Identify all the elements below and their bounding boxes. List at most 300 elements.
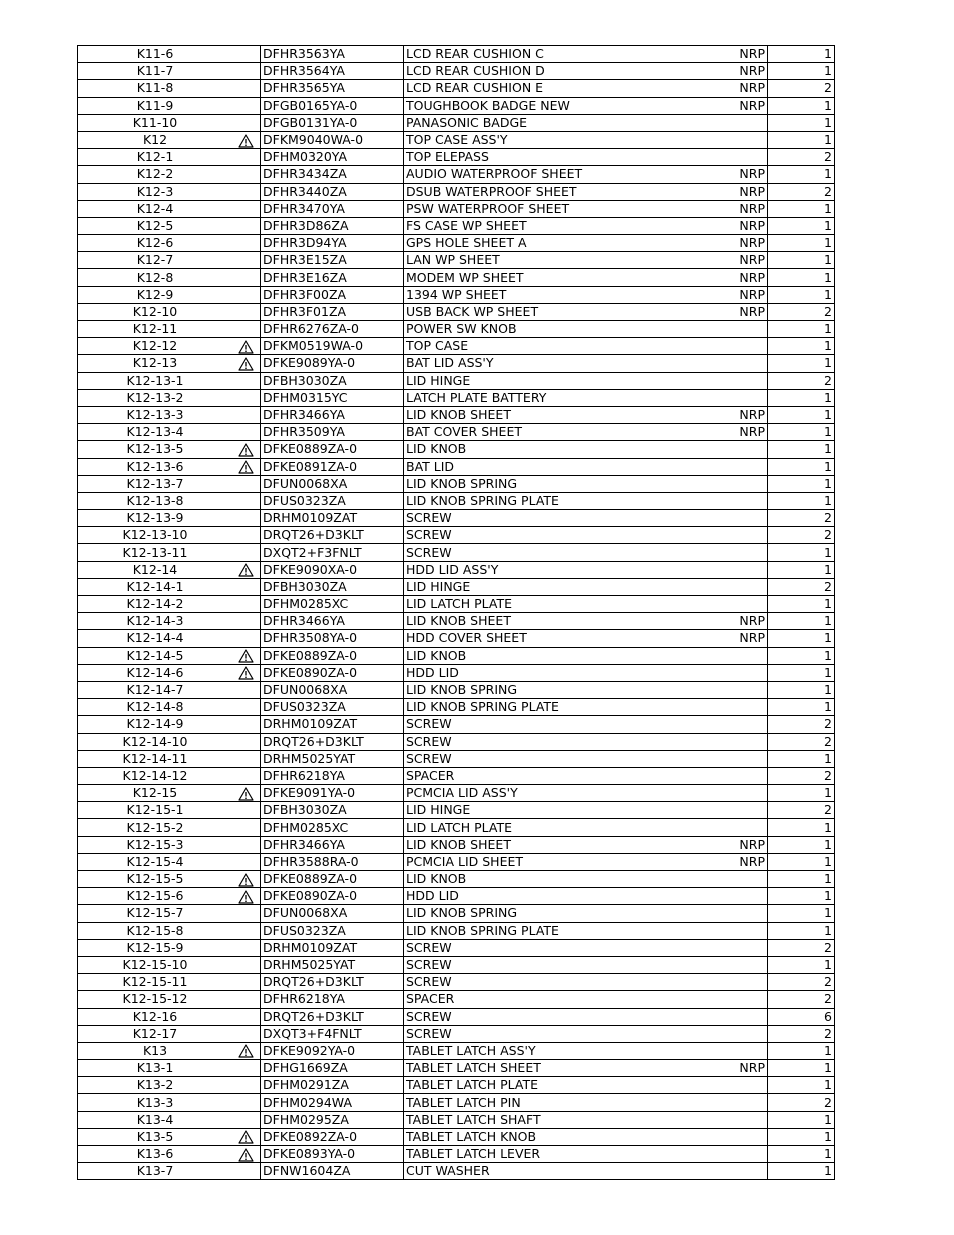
parts-list-table [77, 45, 835, 1180]
table-row [78, 166, 835, 183]
part-number-cell: DFKE9090XA-0 [261, 561, 404, 578]
ref-number-cell: K12-14-10 [78, 733, 233, 750]
ref-number-cell: K11-10 [78, 114, 233, 131]
quantity-cell: 1 [768, 217, 835, 234]
quantity-cell: 2 [768, 716, 835, 733]
part-number-cell: DRHM5025YAT [261, 956, 404, 973]
description-cell: SCREW [404, 939, 733, 956]
description-cell: TOP CASE ASS'Y [404, 131, 733, 148]
nrp-cell [732, 458, 768, 475]
nrp-cell: NRP [732, 97, 768, 114]
ref-number-cell: K12-15-11 [78, 974, 233, 991]
description-cell: PCMCIA LID ASS'Y [404, 785, 733, 802]
description-cell: SCREW [404, 716, 733, 733]
safety-mark-cell [232, 1060, 261, 1077]
nrp-cell: NRP [732, 80, 768, 97]
quantity-cell: 1 [768, 853, 835, 870]
nrp-cell: NRP [732, 303, 768, 320]
quantity-cell: 1 [768, 355, 835, 372]
ref-number-cell: K12-14-7 [78, 681, 233, 698]
nrp-cell [732, 527, 768, 544]
ref-number-cell: K13-3 [78, 1094, 233, 1111]
description-cell: TABLET LATCH SHAFT [404, 1111, 733, 1128]
ref-number-cell: K12-13 [78, 355, 233, 372]
quantity-cell: 1 [768, 664, 835, 681]
table-row [78, 767, 835, 784]
table-row [78, 97, 835, 114]
description-cell: MODEM WP SHEET [404, 269, 733, 286]
table-row [78, 252, 835, 269]
part-number-cell: DFHR6276ZA-0 [261, 321, 404, 338]
ref-number-cell: K12-13-2 [78, 389, 233, 406]
part-number-cell: DFHR3434ZA [261, 166, 404, 183]
safety-mark-cell [232, 767, 261, 784]
table-row [78, 871, 835, 888]
warning-triangle-icon [238, 787, 254, 801]
nrp-cell: NRP [732, 630, 768, 647]
quantity-cell: 1 [768, 1111, 835, 1128]
table-row [78, 149, 835, 166]
description-cell: LID KNOB SPRING PLATE [404, 699, 733, 716]
safety-mark-cell [232, 63, 261, 80]
safety-mark-cell [232, 131, 261, 148]
part-number-cell: DFHM0315YC [261, 389, 404, 406]
nrp-cell [732, 492, 768, 509]
ref-number-cell: K12-13-10 [78, 527, 233, 544]
table-row [78, 1146, 835, 1163]
nrp-cell [732, 991, 768, 1008]
description-cell: SCREW [404, 510, 733, 527]
quantity-cell: 1 [768, 922, 835, 939]
part-number-cell: DXQT3+F4FNLT [261, 1025, 404, 1042]
safety-mark-cell [232, 1042, 261, 1059]
table-row [78, 338, 835, 355]
ref-number-cell: K11-8 [78, 80, 233, 97]
quantity-cell: 1 [768, 97, 835, 114]
part-number-cell: DFHM0285XC [261, 596, 404, 613]
nrp-cell [732, 114, 768, 131]
nrp-cell: NRP [732, 46, 768, 63]
safety-mark-cell [232, 853, 261, 870]
nrp-cell [732, 733, 768, 750]
nrp-cell: NRP [732, 406, 768, 423]
ref-number-cell: K12-14-8 [78, 699, 233, 716]
safety-mark-cell [232, 596, 261, 613]
description-cell: LCD REAR CUSHION E [404, 80, 733, 97]
safety-mark-cell [232, 355, 261, 372]
description-cell: SCREW [404, 1008, 733, 1025]
warning-triangle-icon [238, 443, 254, 457]
quantity-cell: 2 [768, 149, 835, 166]
quantity-cell: 2 [768, 974, 835, 991]
ref-number-cell: K12-15 [78, 785, 233, 802]
description-cell: LCD REAR CUSHION D [404, 63, 733, 80]
ref-number-cell: K13-7 [78, 1163, 233, 1180]
part-number-cell: DRHM5025YAT [261, 750, 404, 767]
table-row [78, 630, 835, 647]
quantity-cell: 1 [768, 956, 835, 973]
ref-number-cell: K12-13-7 [78, 475, 233, 492]
table-row [78, 46, 835, 63]
safety-mark-cell [232, 286, 261, 303]
ref-number-cell: K12 [78, 131, 233, 148]
safety-mark-cell [232, 630, 261, 647]
part-number-cell: DFHR3F01ZA [261, 303, 404, 320]
nrp-cell [732, 785, 768, 802]
quantity-cell: 2 [768, 303, 835, 320]
table-row [78, 80, 835, 97]
description-cell: LID LATCH PLATE [404, 596, 733, 613]
part-number-cell: DFHR3509YA [261, 424, 404, 441]
ref-number-cell: K11-9 [78, 97, 233, 114]
part-number-cell: DFHR3440ZA [261, 183, 404, 200]
ref-number-cell: K12-13-9 [78, 510, 233, 527]
table-row [78, 286, 835, 303]
ref-number-cell: K12-8 [78, 269, 233, 286]
ref-number-cell: K12-13-6 [78, 458, 233, 475]
table-row [78, 544, 835, 561]
nrp-cell [732, 475, 768, 492]
part-number-cell: DFHR6218YA [261, 991, 404, 1008]
safety-mark-cell [232, 716, 261, 733]
table-row [78, 1111, 835, 1128]
nrp-cell [732, 1094, 768, 1111]
part-number-cell: DRQT26+D3KLT [261, 974, 404, 991]
quantity-cell: 1 [768, 166, 835, 183]
nrp-cell: NRP [732, 286, 768, 303]
part-number-cell: DXQT2+F3FNLT [261, 544, 404, 561]
table-row [78, 303, 835, 320]
nrp-cell: NRP [732, 836, 768, 853]
safety-mark-cell [232, 1128, 261, 1145]
safety-mark-cell [232, 441, 261, 458]
safety-mark-cell [232, 1094, 261, 1111]
part-number-cell: DFUS0323ZA [261, 922, 404, 939]
quantity-cell: 1 [768, 492, 835, 509]
quantity-cell: 2 [768, 733, 835, 750]
part-number-cell: DFHR3565YA [261, 80, 404, 97]
nrp-cell [732, 1111, 768, 1128]
part-number-cell: DFKE9092YA-0 [261, 1042, 404, 1059]
safety-mark-cell [232, 200, 261, 217]
ref-number-cell: K12-14-9 [78, 716, 233, 733]
quantity-cell: 1 [768, 750, 835, 767]
nrp-cell [732, 819, 768, 836]
safety-mark-cell [232, 406, 261, 423]
ref-number-cell: K12-10 [78, 303, 233, 320]
ref-number-cell: K12-15-9 [78, 939, 233, 956]
description-cell: LID KNOB SHEET [404, 836, 733, 853]
safety-mark-cell [232, 252, 261, 269]
part-number-cell: DFKM0519WA-0 [261, 338, 404, 355]
nrp-cell [732, 544, 768, 561]
nrp-cell [732, 664, 768, 681]
ref-number-cell: K12-15-8 [78, 922, 233, 939]
part-number-cell: DFNW1604ZA [261, 1163, 404, 1180]
table-row [78, 389, 835, 406]
part-number-cell: DFKE0890ZA-0 [261, 888, 404, 905]
quantity-cell: 2 [768, 939, 835, 956]
ref-number-cell: K12-15-7 [78, 905, 233, 922]
description-cell: SCREW [404, 974, 733, 991]
quantity-cell: 6 [768, 1008, 835, 1025]
quantity-cell: 1 [768, 647, 835, 664]
table-row [78, 131, 835, 148]
description-cell: AUDIO WATERPROOF SHEET [404, 166, 733, 183]
nrp-cell [732, 149, 768, 166]
table-row [78, 355, 835, 372]
quantity-cell: 2 [768, 1094, 835, 1111]
nrp-cell: NRP [732, 200, 768, 217]
safety-mark-cell [232, 338, 261, 355]
safety-mark-cell [232, 1111, 261, 1128]
part-number-cell: DRQT26+D3KLT [261, 733, 404, 750]
description-cell: LID KNOB SHEET [404, 406, 733, 423]
table-row [78, 905, 835, 922]
table-row [78, 956, 835, 973]
description-cell: PANASONIC BADGE [404, 114, 733, 131]
description-cell: LID HINGE [404, 578, 733, 595]
quantity-cell: 2 [768, 372, 835, 389]
nrp-cell [732, 1042, 768, 1059]
table-row [78, 527, 835, 544]
table-row [78, 939, 835, 956]
nrp-cell: NRP [732, 269, 768, 286]
ref-number-cell: K12-14-12 [78, 767, 233, 784]
part-number-cell: DFUN0068XA [261, 681, 404, 698]
table-row [78, 785, 835, 802]
part-number-cell: DFKE0893YA-0 [261, 1146, 404, 1163]
description-cell: SCREW [404, 1025, 733, 1042]
quantity-cell: 1 [768, 1060, 835, 1077]
safety-mark-cell [232, 321, 261, 338]
safety-mark-cell [232, 235, 261, 252]
table-row [78, 888, 835, 905]
table-row [78, 200, 835, 217]
table-row [78, 1077, 835, 1094]
nrp-cell [732, 389, 768, 406]
warning-triangle-icon [238, 340, 254, 354]
nrp-cell: NRP [732, 166, 768, 183]
table-row [78, 1060, 835, 1077]
part-number-cell: DRHM0109ZAT [261, 939, 404, 956]
safety-mark-cell [232, 424, 261, 441]
table-row [78, 974, 835, 991]
safety-mark-cell [232, 1008, 261, 1025]
nrp-cell: NRP [732, 183, 768, 200]
warning-triangle-icon [238, 1130, 254, 1144]
safety-mark-cell [232, 905, 261, 922]
quantity-cell: 1 [768, 114, 835, 131]
part-number-cell: DFHR3466YA [261, 836, 404, 853]
ref-number-cell: K12-14-4 [78, 630, 233, 647]
nrp-cell [732, 871, 768, 888]
safety-mark-cell [232, 578, 261, 595]
part-number-cell: DRHM0109ZAT [261, 510, 404, 527]
part-number-cell: DFHR3588RA-0 [261, 853, 404, 870]
part-number-cell: DFKE0892ZA-0 [261, 1128, 404, 1145]
quantity-cell: 1 [768, 613, 835, 630]
ref-number-cell: K12-4 [78, 200, 233, 217]
part-number-cell: DFHM0295ZA [261, 1111, 404, 1128]
ref-number-cell: K12-6 [78, 235, 233, 252]
ref-number-cell: K12-14-1 [78, 578, 233, 595]
table-row [78, 1042, 835, 1059]
nrp-cell [732, 974, 768, 991]
ref-number-cell: K12-9 [78, 286, 233, 303]
table-row [78, 681, 835, 698]
quantity-cell: 1 [768, 681, 835, 698]
part-number-cell: DFHR3D94YA [261, 235, 404, 252]
table-row [78, 561, 835, 578]
quantity-cell: 1 [768, 200, 835, 217]
table-row [78, 647, 835, 664]
safety-mark-cell [232, 802, 261, 819]
quantity-cell: 2 [768, 183, 835, 200]
ref-number-cell: K12-13-8 [78, 492, 233, 509]
ref-number-cell: K12-13-11 [78, 544, 233, 561]
quantity-cell: 1 [768, 905, 835, 922]
nrp-cell [732, 767, 768, 784]
description-cell: LID LATCH PLATE [404, 819, 733, 836]
quantity-cell: 2 [768, 767, 835, 784]
safety-mark-cell [232, 389, 261, 406]
safety-mark-cell [232, 750, 261, 767]
safety-mark-cell [232, 974, 261, 991]
quantity-cell: 1 [768, 269, 835, 286]
warning-triangle-icon [238, 357, 254, 371]
description-cell: BAT COVER SHEET [404, 424, 733, 441]
part-number-cell: DFGB0131YA-0 [261, 114, 404, 131]
ref-number-cell: K12-13-1 [78, 372, 233, 389]
nrp-cell [732, 510, 768, 527]
table-row [78, 492, 835, 509]
table-row [78, 1163, 835, 1180]
safety-mark-cell [232, 613, 261, 630]
quantity-cell: 1 [768, 1146, 835, 1163]
safety-mark-cell [232, 166, 261, 183]
table-row [78, 819, 835, 836]
ref-number-cell: K12-5 [78, 217, 233, 234]
quantity-cell: 2 [768, 802, 835, 819]
ref-number-cell: K12-15-1 [78, 802, 233, 819]
part-number-cell: DFHR3564YA [261, 63, 404, 80]
safety-mark-cell [232, 699, 261, 716]
ref-number-cell: K13-1 [78, 1060, 233, 1077]
part-number-cell: DRQT26+D3KLT [261, 527, 404, 544]
table-row [78, 441, 835, 458]
part-number-cell: DFHR3E16ZA [261, 269, 404, 286]
nrp-cell [732, 561, 768, 578]
warning-triangle-icon [238, 1044, 254, 1058]
table-row [78, 372, 835, 389]
quantity-cell: 1 [768, 406, 835, 423]
nrp-cell [732, 338, 768, 355]
nrp-cell [732, 1146, 768, 1163]
quantity-cell: 1 [768, 1128, 835, 1145]
part-number-cell: DFHR3D86ZA [261, 217, 404, 234]
nrp-cell: NRP [732, 235, 768, 252]
quantity-cell: 1 [768, 458, 835, 475]
quantity-cell: 2 [768, 510, 835, 527]
table-row [78, 664, 835, 681]
part-number-cell: DFHM0291ZA [261, 1077, 404, 1094]
ref-number-cell: K12-15-10 [78, 956, 233, 973]
table-row [78, 922, 835, 939]
ref-number-cell: K12-15-4 [78, 853, 233, 870]
description-cell: DSUB WATERPROOF SHEET [404, 183, 733, 200]
part-number-cell: DFKM9040WA-0 [261, 131, 404, 148]
nrp-cell [732, 131, 768, 148]
table-row [78, 750, 835, 767]
quantity-cell: 1 [768, 819, 835, 836]
nrp-cell [732, 1008, 768, 1025]
description-cell: LID KNOB [404, 647, 733, 664]
description-cell: LATCH PLATE BATTERY [404, 389, 733, 406]
quantity-cell: 1 [768, 131, 835, 148]
description-cell: USB BACK WP SHEET [404, 303, 733, 320]
ref-number-cell: K12-14-5 [78, 647, 233, 664]
quantity-cell: 1 [768, 699, 835, 716]
ref-number-cell: K12-15-2 [78, 819, 233, 836]
table-row [78, 853, 835, 870]
warning-triangle-icon [238, 563, 254, 577]
safety-mark-cell [232, 785, 261, 802]
quantity-cell: 1 [768, 785, 835, 802]
description-cell: LID HINGE [404, 802, 733, 819]
description-cell: LID KNOB SPRING [404, 681, 733, 698]
description-cell: HDD LID ASS'Y [404, 561, 733, 578]
nrp-cell [732, 888, 768, 905]
nrp-cell [732, 939, 768, 956]
part-number-cell: DFUS0323ZA [261, 699, 404, 716]
ref-number-cell: K12-1 [78, 149, 233, 166]
table-row [78, 613, 835, 630]
description-cell: LID KNOB [404, 871, 733, 888]
table-row [78, 114, 835, 131]
description-cell: TABLET LATCH LEVER [404, 1146, 733, 1163]
safety-mark-cell [232, 527, 261, 544]
table-row [78, 235, 835, 252]
warning-triangle-icon [238, 1148, 254, 1162]
warning-triangle-icon [238, 873, 254, 887]
quantity-cell: 1 [768, 544, 835, 561]
ref-number-cell: K12-15-5 [78, 871, 233, 888]
ref-number-cell: K12-14 [78, 561, 233, 578]
parts-list-body [78, 46, 835, 1180]
ref-number-cell: K12-16 [78, 1008, 233, 1025]
nrp-cell [732, 716, 768, 733]
safety-mark-cell [232, 183, 261, 200]
ref-number-cell: K12-13-4 [78, 424, 233, 441]
quantity-cell: 1 [768, 475, 835, 492]
part-number-cell: DFGB0165YA-0 [261, 97, 404, 114]
description-cell: SCREW [404, 544, 733, 561]
safety-mark-cell [232, 458, 261, 475]
table-row [78, 424, 835, 441]
safety-mark-cell [232, 97, 261, 114]
safety-mark-cell [232, 544, 261, 561]
quantity-cell: 1 [768, 424, 835, 441]
quantity-cell: 1 [768, 1077, 835, 1094]
ref-number-cell: K11-6 [78, 46, 233, 63]
quantity-cell: 1 [768, 338, 835, 355]
description-cell: TABLET LATCH PIN [404, 1094, 733, 1111]
table-row [78, 716, 835, 733]
quantity-cell: 1 [768, 46, 835, 63]
ref-number-cell: K13 [78, 1042, 233, 1059]
nrp-cell [732, 699, 768, 716]
